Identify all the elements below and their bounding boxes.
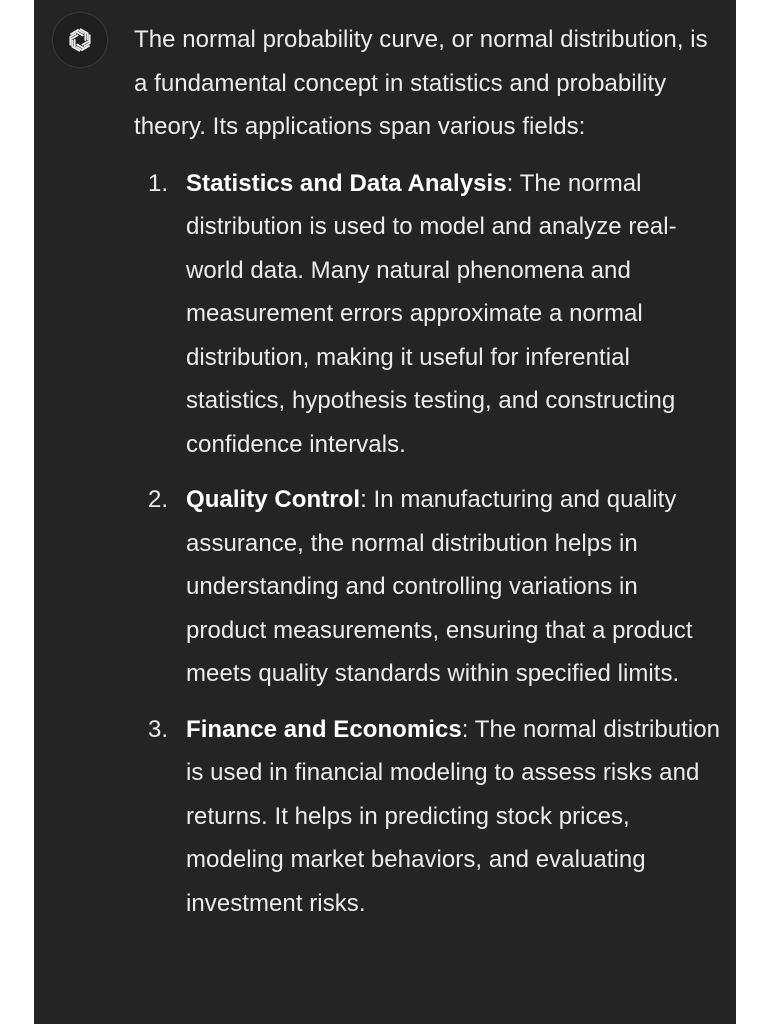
list-item-text: : In manufacturing and quality assurance, the normal distribution helps in understanding and controlling variations in product measurements, ensuring that a product meets quality standards within specified limits. <box>186 486 693 687</box>
list-item <box>134 162 724 467</box>
list-item-text: : The normal distribution is used to model and analyze real-world data. Many natural phenomena and measurement errors approximate a normal distribution, making it useful for inferential statistics, hypothesis testing, and constructing confidence intervals. <box>186 169 677 458</box>
list-item-heading: Finance and Economics <box>186 715 462 743</box>
list-item-number: 1. <box>148 169 169 197</box>
assistant-message <box>134 18 724 937</box>
list-item <box>134 708 724 926</box>
list-item-number: 2. <box>148 486 169 513</box>
openai-logo-icon <box>63 23 97 57</box>
list-item-text: : The normal distribution is used in financial modeling to assess risks and returns. It helps in predicting stock prices, modeling market behaviors, and evaluating investment risks. <box>186 715 721 917</box>
message-intro: The normal probability curve, or normal distribution, is a fundamental concept in statistics and probability theory. Its applications span various fields: <box>134 26 708 140</box>
chat-panel <box>34 0 736 1024</box>
applications-list <box>134 162 724 926</box>
list-item-heading: Quality Control <box>186 486 361 513</box>
list-item-number: 3. <box>148 715 169 743</box>
list-item <box>134 478 724 696</box>
list-item-heading: Statistics and Data Analysis <box>186 169 507 197</box>
assistant-avatar <box>52 12 108 68</box>
